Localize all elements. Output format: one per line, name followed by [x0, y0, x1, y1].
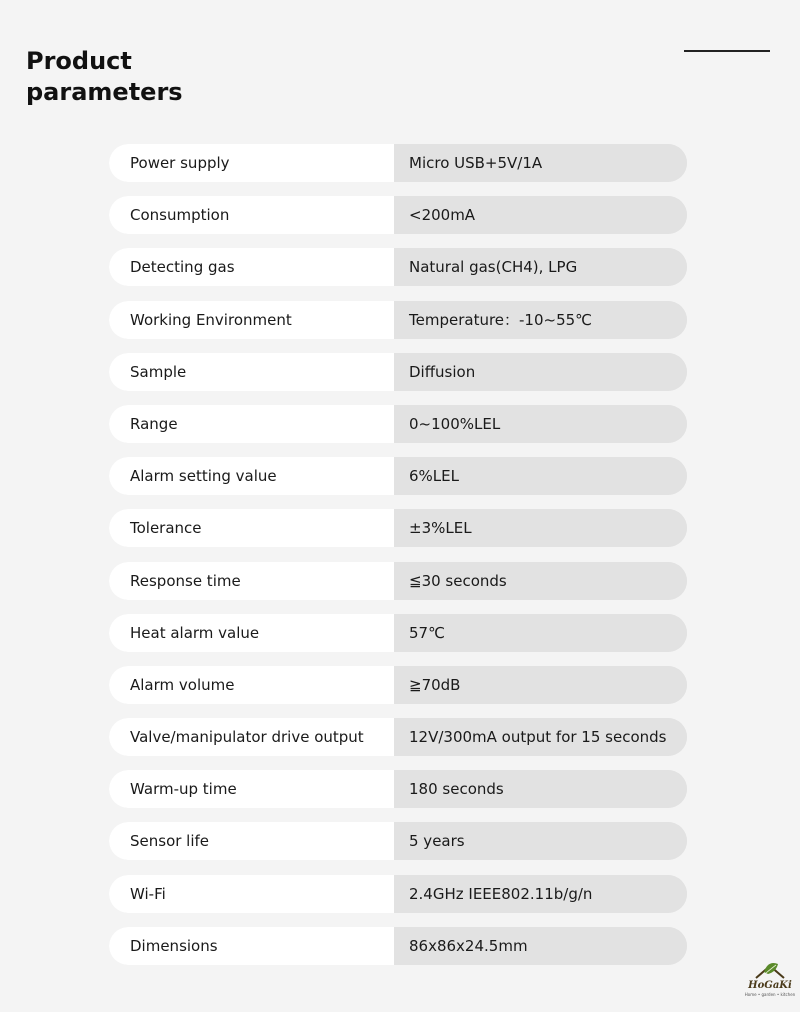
param-row	[109, 666, 687, 704]
param-row	[109, 144, 687, 182]
param-label: Alarm setting value	[109, 457, 394, 495]
param-value: Micro USB+5V/1A	[394, 144, 687, 182]
param-value: Temperature：-10~55℃	[394, 301, 687, 339]
param-value: 5 years	[394, 822, 687, 860]
brand-logo	[742, 958, 798, 1002]
page-title-line1: Product	[26, 47, 132, 75]
param-label: Valve/manipulator drive output	[109, 718, 394, 756]
param-row	[109, 509, 687, 547]
param-row	[109, 614, 687, 652]
param-row	[109, 822, 687, 860]
param-value: Diffusion	[394, 353, 687, 391]
param-value: <200mA	[394, 196, 687, 234]
param-row	[109, 457, 687, 495]
param-row	[109, 562, 687, 600]
param-value: 2.4GHz IEEE802.11b/g/n	[394, 875, 687, 913]
param-value: Natural gas(CH4), LPG	[394, 248, 687, 286]
param-value: 180 seconds	[394, 770, 687, 808]
param-row	[109, 248, 687, 286]
param-label: Alarm volume	[109, 666, 394, 704]
param-row	[109, 353, 687, 391]
param-label: Working Environment	[109, 301, 394, 339]
param-value: ±3%LEL	[394, 509, 687, 547]
param-label: Detecting gas	[109, 248, 394, 286]
brand-name: HoGaKi	[748, 980, 792, 991]
page-title	[26, 46, 183, 108]
page-title-line2: parameters	[26, 78, 183, 106]
param-value: ≧70dB	[394, 666, 687, 704]
param-label: Warm-up time	[109, 770, 394, 808]
param-row	[109, 405, 687, 443]
param-label: Sensor life	[109, 822, 394, 860]
param-value: 57℃	[394, 614, 687, 652]
param-label: Consumption	[109, 196, 394, 234]
param-row	[109, 770, 687, 808]
param-label: Tolerance	[109, 509, 394, 547]
param-label: Heat alarm value	[109, 614, 394, 652]
param-value: ≦30 seconds	[394, 562, 687, 600]
param-value: 12V/300mA output for 15 seconds	[394, 718, 687, 756]
house-leaf-icon	[742, 958, 798, 982]
param-row	[109, 875, 687, 913]
param-label: Sample	[109, 353, 394, 391]
param-row	[109, 196, 687, 234]
param-row	[109, 301, 687, 339]
param-label: Dimensions	[109, 927, 394, 965]
param-row	[109, 927, 687, 965]
param-label: Response time	[109, 562, 394, 600]
param-value: 0~100%LEL	[394, 405, 687, 443]
param-label: Range	[109, 405, 394, 443]
param-value: 6%LEL	[394, 457, 687, 495]
param-value: 86x86x24.5mm	[394, 927, 687, 965]
param-label: Wi-Fi	[109, 875, 394, 913]
param-row	[109, 718, 687, 756]
param-label: Power supply	[109, 144, 394, 182]
parameter-table	[109, 144, 687, 979]
brand-tagline: Home • garden • kitchen	[744, 992, 796, 997]
decorative-divider	[684, 50, 770, 52]
